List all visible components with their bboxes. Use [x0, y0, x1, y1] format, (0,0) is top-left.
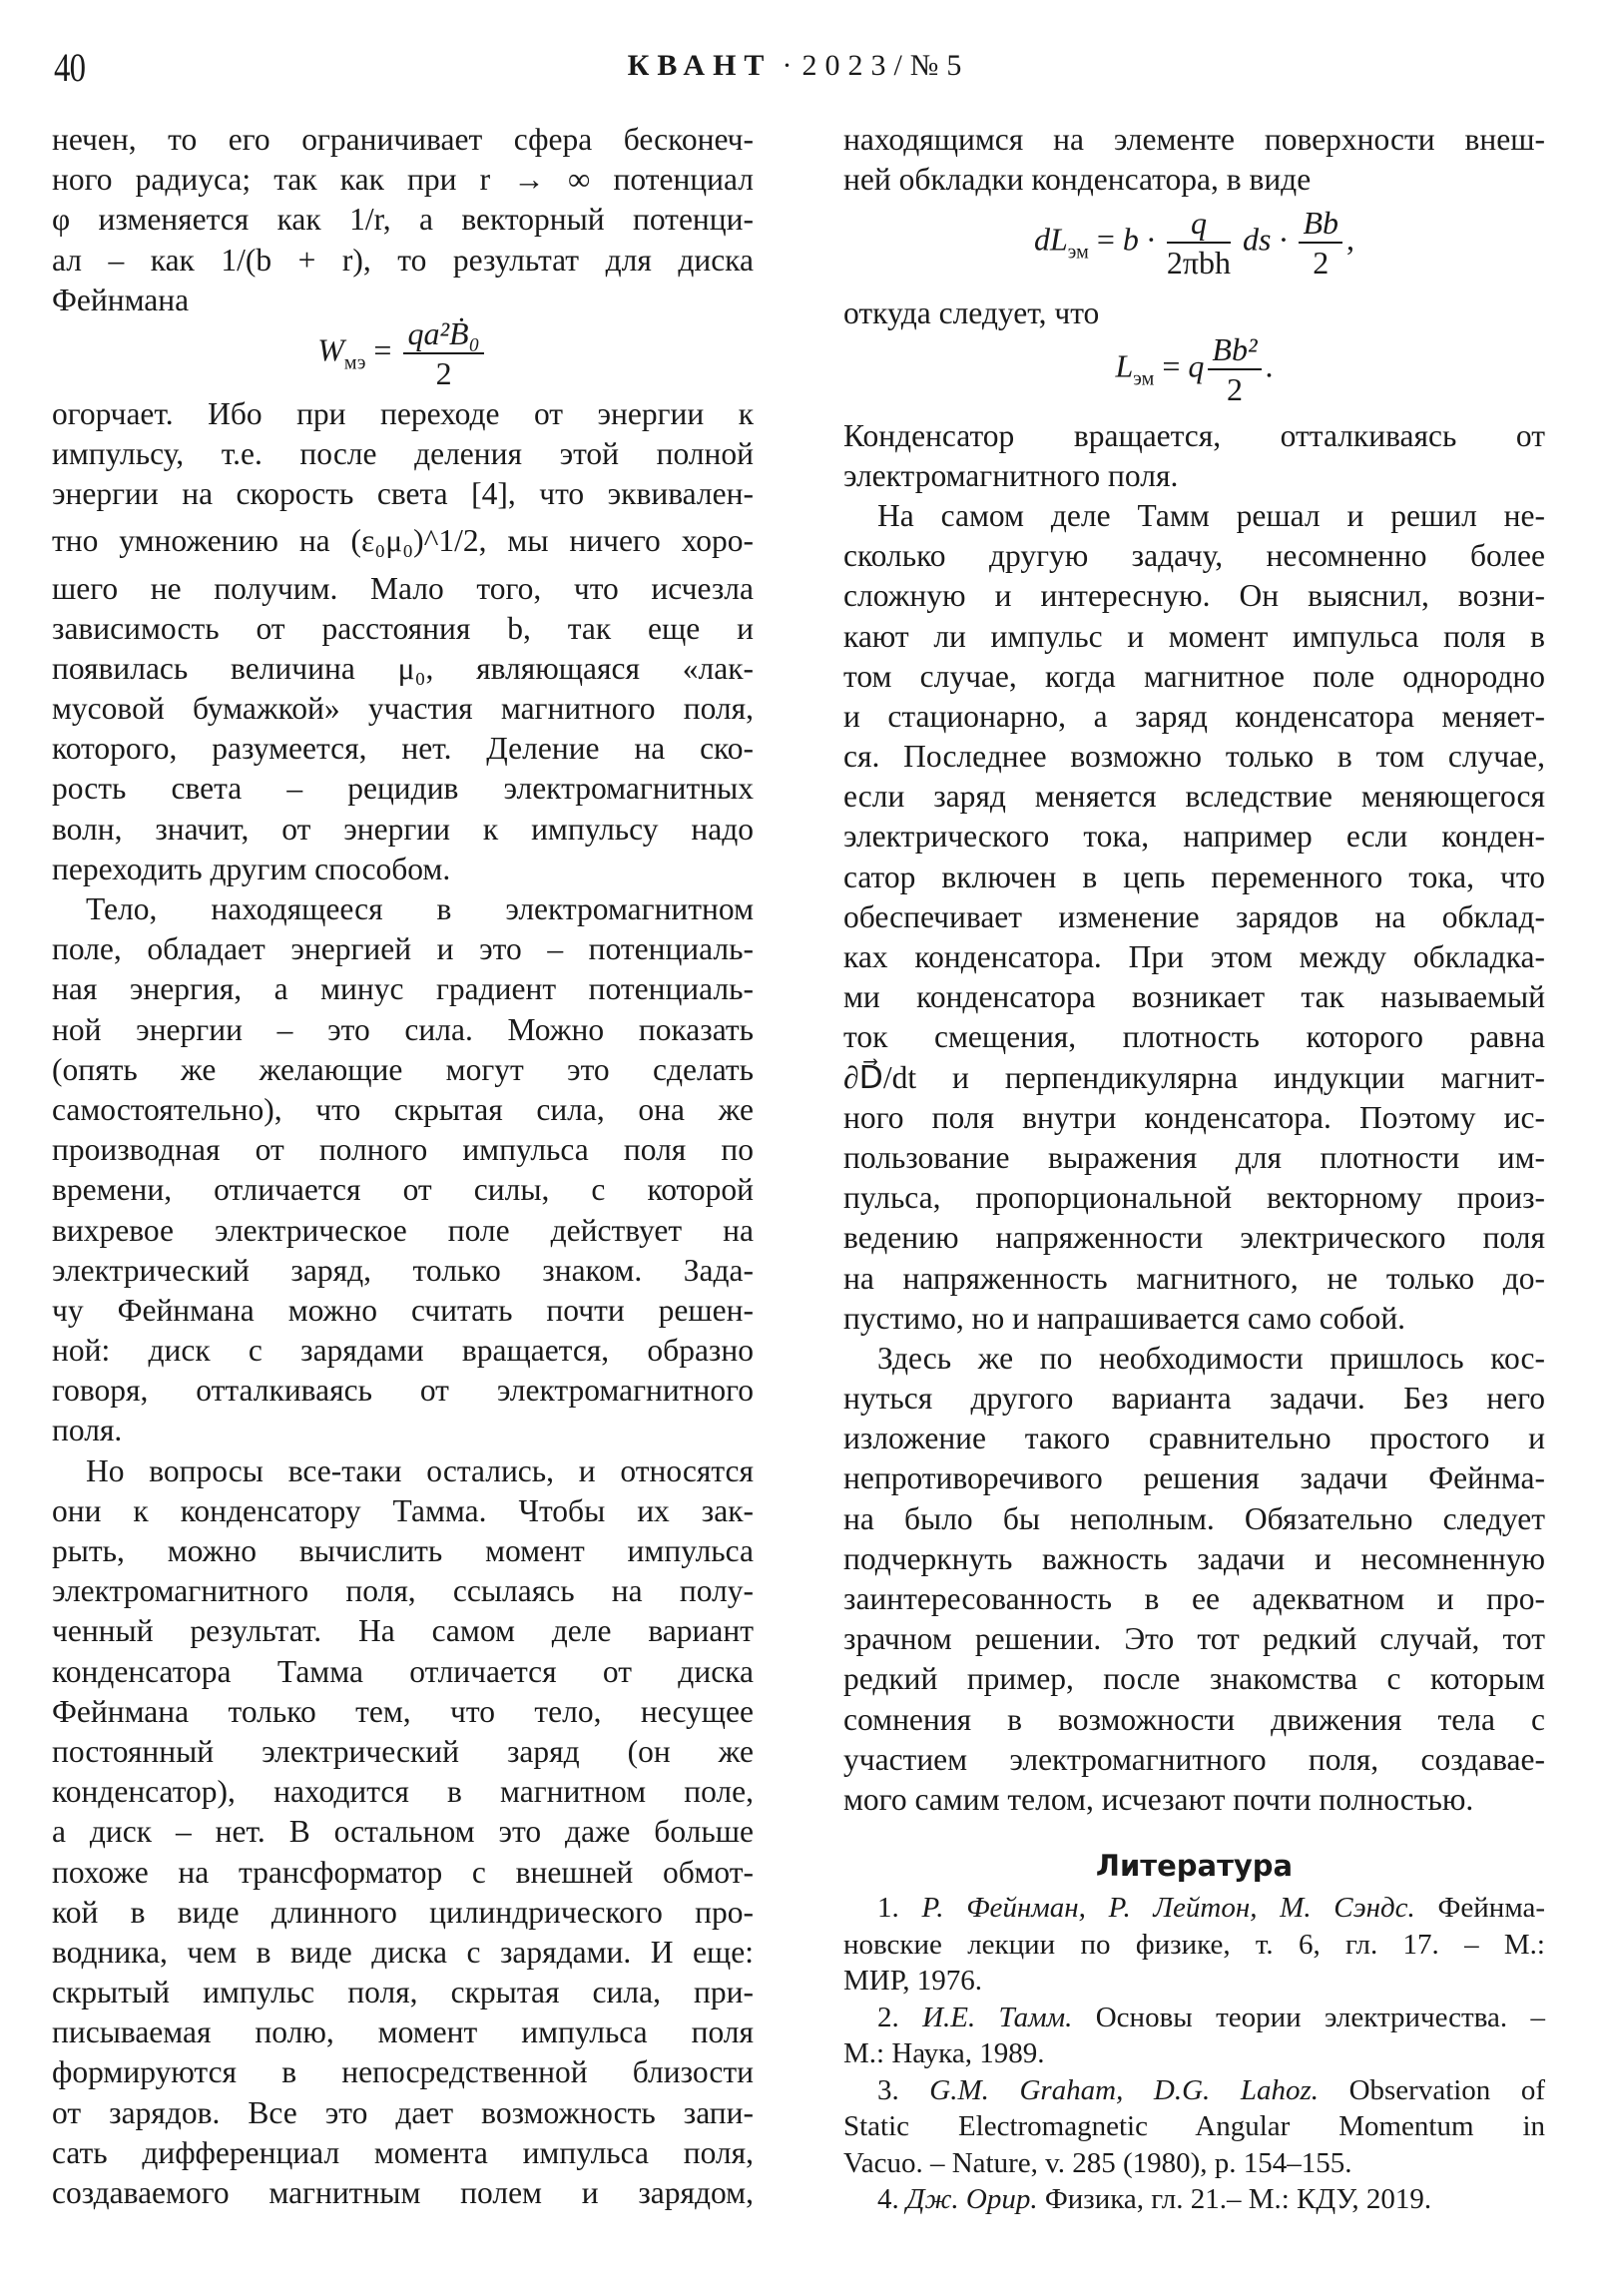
reference-text: Фейнма- [1437, 1892, 1546, 1925]
text-line: пульса, пропорциональной векторному произ- [843, 1180, 1545, 1216]
reference-number: 4. [877, 2183, 899, 2216]
text-line: электромагнитного поля, ссылаясь на полу- [52, 1573, 754, 1609]
text-line: ней обкладки конденсатора, в виде [843, 162, 1312, 198]
text-line: зрачном решении. Это тот редкий случай, тот [843, 1621, 1545, 1657]
text-line: откуда следует, что [843, 295, 1100, 331]
right-column [843, 120, 1545, 2218]
text-line: непротиворечивого решения задачи Фейнма- [843, 1460, 1545, 1496]
text-line: ведению напряженности электрического поля [843, 1220, 1545, 1256]
fraction-denominator: 2 [1313, 245, 1330, 282]
fraction-denominator: 2πbh [1166, 245, 1232, 282]
text-line: электромагнитного поля. [843, 457, 1179, 493]
reference-authors: G.M. Graham, D.G. Lahoz. [929, 2073, 1320, 2106]
text-line: времени, отличается от силы, с которой [52, 1172, 754, 1208]
text-line: самостоятельно), что скрытая сила, она же [52, 1091, 754, 1127]
text-line: создаваемого магнитным полем и зарядом, [52, 2175, 754, 2210]
formula-fraction [1208, 330, 1261, 408]
formula-mid: ds · [1243, 221, 1288, 258]
text-line: формируются в непосредственной близости [52, 2054, 754, 2090]
fraction-denominator: 2 [435, 354, 452, 391]
page-number: 40 [54, 45, 86, 90]
reference-text: Основы теории электричества. – [1095, 2001, 1545, 2033]
formula-lhs: L [1115, 346, 1134, 383]
formula-factor: q [1188, 346, 1205, 383]
text-line: сложную и интересную. Он выяснил, возни- [843, 578, 1545, 614]
reference-first-line [843, 2000, 1545, 2036]
text-line: поле, обладает энергией и это – потенциаль- [52, 931, 754, 967]
text-line: зависимость от расстояния b, так еще и [52, 610, 754, 646]
running-head [0, 48, 1597, 84]
formula-trail: , [1346, 221, 1355, 258]
text-line: На самом деле Тамм решал и решил не- [877, 497, 1545, 533]
text-line: ного поля внутри конденсатора. Поэтому ис- [843, 1099, 1545, 1135]
text-line: кой в виде длинного цилиндрического про- [52, 1894, 754, 1930]
formula-eq: = [373, 331, 392, 368]
reference-text: Static Electromagnetic Angular Momentum in [843, 2110, 1545, 2143]
fraction-denominator: 2 [1226, 370, 1243, 407]
text-line: на было бы неполным. Обязательно следует [843, 1500, 1545, 1536]
fraction-numerator: q [1167, 204, 1231, 244]
formula-fraction [403, 314, 483, 392]
journal-title: КВАНТ [627, 49, 773, 82]
paragraph [52, 889, 754, 1451]
reference-number: 1. [877, 1892, 899, 1925]
text-line: ∂D⃗/dt и перпендикулярна индукции магнит- [843, 1059, 1545, 1095]
reference-text: Observation of [1348, 2073, 1546, 2106]
text-line: сатор включен в цепь переменного тока, что [843, 859, 1545, 894]
text-line: ного радиуса; так как при r → ∞ потенциал [52, 162, 754, 198]
text-line: чу Фейнмана можно считать почти решен- [52, 1292, 754, 1328]
formula-eq: = [1096, 221, 1115, 258]
text-line: шего не получим. Мало того, что исчезла [52, 570, 754, 606]
formula-lhs-sub: эм [1067, 241, 1089, 264]
text-line: если заряд меняется вследствие меняющегося [843, 779, 1545, 815]
text-line: ной энергии – это сила. Можно показать [52, 1011, 754, 1047]
text-line: от зарядов. Все это дает возможность запи- [52, 2094, 754, 2130]
text-line: вихревое электрическое поле действует на [52, 1212, 754, 1248]
reference-item [843, 1890, 1545, 2000]
reference-item [843, 2000, 1545, 2072]
reference-number: 3. [877, 2073, 899, 2106]
text-line: обеспечивает изменение зарядов на обклад- [843, 898, 1545, 934]
text-line: которого, разумеется, нет. Деление на ско- [52, 731, 754, 767]
text-line: писываемая полю, момент импульса поля [52, 2014, 754, 2050]
formula-dl-em [843, 204, 1545, 291]
paragraph [52, 394, 754, 889]
formula-trail: . [1265, 346, 1274, 383]
text-line: ченный результат. На самом деле вариант [52, 1613, 754, 1649]
text-line: ная энергия, а минус градиент потенциаль- [52, 971, 754, 1007]
formula-lhs-sub: мэ [343, 351, 366, 374]
text-line: электрического тока, например если конден- [843, 819, 1545, 855]
paragraph [843, 120, 1545, 200]
text-line: нечен, то его ограничивает сфера бесконеч- [52, 122, 754, 157]
text-line: Фейнмана [52, 282, 190, 317]
text-line: сколько другую задачу, несомненно более [843, 538, 1545, 574]
formula-lhs: W [317, 331, 344, 368]
text-line: сомнения в возможности движения тела с [843, 1701, 1545, 1737]
formula-fraction [1299, 204, 1342, 282]
text-line: пользование выражения для плотности им- [843, 1139, 1545, 1175]
paragraph [843, 1339, 1545, 1820]
reference-authors: Р. Фейнман, Р. Лейтон, М. Сэндс. [921, 1892, 1415, 1925]
paragraph [52, 1451, 754, 2214]
text-line: а диск – нет. В остальном это даже больше [52, 1814, 754, 1850]
references-heading: Литература [1095, 1849, 1294, 1884]
text-line: они к конденсатору Тамма. Чтобы их зак- [52, 1492, 754, 1528]
text-line: кают ли импульс и момент импульса поля в [843, 618, 1545, 654]
fraction-numerator: Bb² [1208, 330, 1261, 370]
text-line: поля. [52, 1413, 123, 1448]
text-line: огорчает. Ибо при переходе от энергии к [52, 395, 754, 431]
text-line: скрытый импульс поля, скрытая сила, при- [52, 1975, 754, 2010]
reference-item [843, 2072, 1545, 2182]
text-line: нуться другого варианта задачи. Без него [843, 1381, 1545, 1417]
text-line: водника, чем в виде диска с зарядами. И еще: [52, 1934, 754, 1970]
text-line: импульсу, т.е. после деления этой полной [52, 436, 754, 472]
text-line: энергии на скорость света [4], что эквивален- [52, 476, 754, 512]
text-line: находящимся на элементе поверхности внеш- [843, 122, 1545, 157]
text-line: постоянный электрический заряд (он же [52, 1733, 754, 1769]
reference-text: новские лекции по физике, т. 6, гл. 17. – М.: [843, 1928, 1545, 1961]
text-line: (опять же желающие могут это сделать [52, 1051, 754, 1087]
text-line: изложение такого сравнительно простого и [843, 1421, 1545, 1456]
text-line: ток смещения, плотность которого равна [843, 1019, 1545, 1055]
reference-first-line [843, 2072, 1545, 2109]
text-line: рыть, можно вычислить момент импульса [52, 1533, 754, 1568]
text-line: Фейнмана только тем, что тело, несущее [52, 1693, 754, 1729]
text-line: φ изменяется как 1/r, а векторный потенци- [52, 202, 754, 238]
text-line: конденсатора Тамма отличается от диска [52, 1653, 754, 1689]
text-line: подчеркнуть важность задачи и несомненную [843, 1540, 1545, 1576]
text-line: рость света – рецидив электромагнитных [52, 771, 754, 807]
text-line: говоря, отталкиваясь от электромагнитного [52, 1373, 754, 1409]
text-line: Тело, находящееся в электромагнитном [86, 891, 754, 926]
fraction-numerator: Bb [1299, 204, 1342, 244]
issue-number: 2023/№5 [801, 49, 970, 82]
text-line: ной: диск с зарядами вращается, образно [52, 1333, 754, 1369]
left-column [52, 120, 754, 2213]
text-line: заинтересованность в ее адекватном и про- [843, 1581, 1545, 1616]
text-line: том случае, когда магнитное поле однородно [843, 658, 1545, 694]
reference-text: Физика, гл. 21.– М.: КДУ, 2019. [1044, 2183, 1432, 2216]
paragraph [843, 416, 1545, 496]
text-line: Здесь же по необходимости пришлось кос- [877, 1340, 1545, 1376]
formula-eq: = [1162, 346, 1181, 383]
reference-text: М.: Наука, 1989. [843, 2037, 1045, 2070]
text-line: ми конденсатора возникает так называемый [843, 979, 1545, 1015]
text-line: производная от полного импульса поля по [52, 1132, 754, 1168]
text-line: электрический заряд, только знаком. Зада- [52, 1252, 754, 1288]
text-line: мусовой бумажкой» участия магнитного поля, [52, 691, 754, 727]
text-line: пустимо, но и напрашивается само собой. [843, 1300, 1406, 1336]
reference-text: Vacuo. – Nature, v. 285 (1980), p. 154–155. [843, 2146, 1352, 2179]
formula-l-em [843, 330, 1545, 414]
text-line: участием электромагнитного поля, создавае- [843, 1741, 1545, 1777]
reference-authors: Дж. Орир. [906, 2183, 1038, 2216]
reference-authors: И.Е. Тамм. [922, 2001, 1073, 2033]
reference-first-line [843, 2181, 1545, 2218]
formula-factor: b · [1122, 221, 1155, 258]
reference-item [843, 2181, 1545, 2218]
text-line: Но вопросы все-таки остались, и относятся [86, 1452, 754, 1488]
text-line: ках конденсатора. При этом между обкладка- [843, 939, 1545, 974]
text-line: ал – как 1/(b + r), то результат для диска [52, 242, 754, 278]
formula-fraction [1167, 204, 1231, 282]
formula-lhs: dL [1033, 221, 1068, 258]
text-line: редкий пример, после знакомства с которым [843, 1661, 1545, 1697]
text-line: сать дифференциал момента импульса поля, [52, 2134, 754, 2170]
paragraph [843, 293, 1545, 333]
formula-w-me [52, 314, 754, 392]
text-line: похоже на трансформатор с внешней обмот- [52, 1854, 754, 1890]
text-line: переходить другим способом. [52, 851, 451, 886]
header-separator: · [782, 49, 793, 82]
paragraph [843, 496, 1545, 1339]
text-line: мого самим телом, исчезают почти полностью. [843, 1781, 1474, 1817]
text-line: и стационарно, а заряд конденсатора меняет- [843, 698, 1545, 734]
reference-text: МИР, 1976. [843, 1965, 982, 1998]
reference-number: 2. [877, 2001, 899, 2033]
text-line: тно умножению на (ε₀μ₀)^1/2, мы ничего хоро- [52, 522, 754, 558]
fraction-numerator: qa²Ḃ₀ [403, 314, 483, 354]
paragraph [52, 120, 754, 320]
text-line: Конденсатор вращается, отталкиваясь от [843, 417, 1545, 453]
text-line: волн, значит, от энергии к импульсу надо [52, 811, 754, 847]
text-line: на напряженность магнитного, не только до- [843, 1260, 1545, 1296]
text-line: конденсатор), находится в магнитном поле, [52, 1774, 754, 1810]
text-line: ся. Последнее возможно только в том случае, [843, 739, 1545, 775]
text-line: появилась величина μ₀, являющаяся «лак- [52, 650, 754, 686]
reference-first-line [843, 1890, 1545, 1927]
formula-lhs-sub: эм [1133, 366, 1155, 389]
